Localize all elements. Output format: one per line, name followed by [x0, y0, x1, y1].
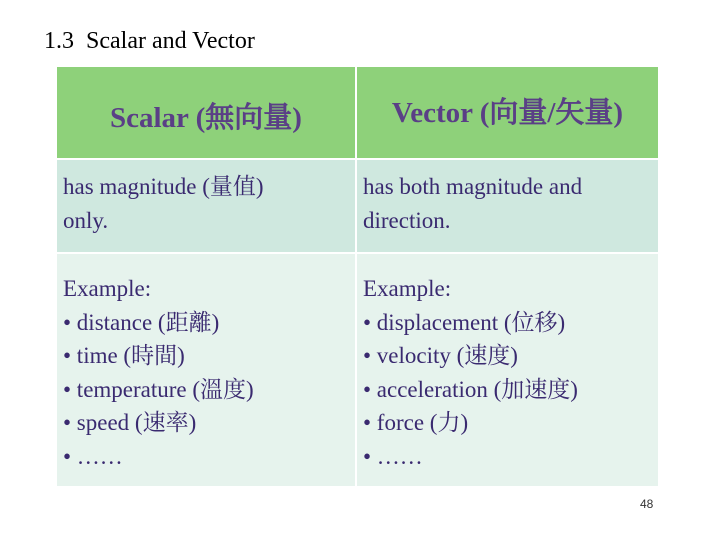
- slide-title: 1.3 Scalar and Vector: [44, 28, 255, 54]
- header-scalar: Scalar (無向量): [57, 67, 357, 160]
- page-number: 48: [640, 497, 654, 511]
- scalar-definition-line: only.: [63, 208, 109, 233]
- vector-example-line: Example:: [363, 276, 452, 301]
- scalar-example-line: • time (時間): [63, 343, 185, 368]
- vector-definition-line: has both magnitude and: [363, 174, 583, 199]
- vector-example-line: • acceleration (加速度): [363, 376, 578, 402]
- vector-example-line: • velocity (速度): [363, 343, 518, 368]
- scalar-example-line: • speed (速率): [63, 410, 197, 435]
- scalar-example-line: • ……: [63, 443, 123, 469]
- vector-definition-cell: [357, 160, 658, 254]
- scalar-definition-line: has magnitude (量值): [63, 174, 264, 199]
- table-row: [57, 254, 658, 486]
- header-vector: Vector (向量/矢量): [357, 67, 658, 160]
- vector-example-line: • ……: [363, 443, 423, 469]
- scalar-example-line: • distance (距離): [63, 309, 220, 335]
- vector-examples-cell: [357, 254, 658, 486]
- scalar-examples-cell: [57, 254, 357, 486]
- table-row: [57, 160, 658, 254]
- scalar-definition-cell: [57, 160, 357, 254]
- vector-example-line: • force (力): [363, 410, 469, 435]
- vector-definition-line: direction.: [363, 208, 451, 233]
- scalar-example-line: • temperature (溫度): [63, 376, 254, 402]
- table-header-row: [57, 67, 658, 160]
- vector-example-line: • displacement (位移): [363, 309, 566, 335]
- scalar-example-line: Example:: [63, 276, 152, 301]
- comparison-table: [57, 67, 658, 486]
